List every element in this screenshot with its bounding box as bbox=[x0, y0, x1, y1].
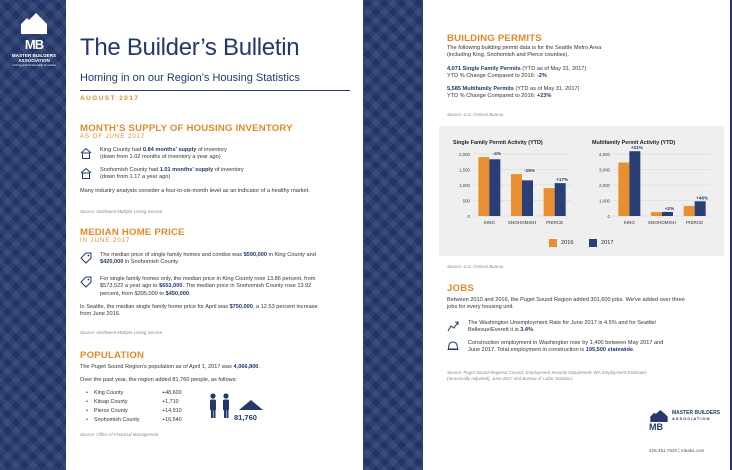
population-total-line: The Puget Sound Region’s population as of April 1, 2017 was 4,066,800. bbox=[80, 364, 260, 370]
supply-snohomish: Snohomish County had 1.01 months’ supply of inventory (down from 1.17 a year ago) bbox=[100, 167, 244, 181]
chart-up-icon bbox=[447, 320, 459, 332]
supply-title: MONTH’S SUPPLY OF HOUSING INVENTORY bbox=[80, 123, 293, 134]
price-tag-icon bbox=[80, 252, 92, 264]
population-list-county: Snohomish County bbox=[94, 417, 140, 423]
logo-name: MASTER BUILDERS bbox=[11, 53, 57, 58]
population-list-bullet: • bbox=[86, 408, 88, 414]
bar-change-label: +17% bbox=[556, 177, 569, 183]
population-list-value: +14,910 bbox=[162, 408, 182, 414]
chart-title-single-family: Single Family Permit Activity (YTD) bbox=[453, 140, 543, 146]
logo-tag: of King and Snohomish Counties bbox=[12, 63, 56, 67]
y-tick-label: 1,000 bbox=[459, 182, 470, 188]
footer-logo bbox=[649, 410, 724, 432]
population-source: Source: Office of Financial Management bbox=[80, 432, 159, 437]
y-tick-label: 2,000 bbox=[599, 182, 610, 188]
jobs-title: JOBS bbox=[447, 283, 474, 294]
house-icon bbox=[80, 147, 92, 159]
logo-mb: MB bbox=[24, 37, 44, 52]
population-list-value: +16,540 bbox=[162, 417, 182, 423]
population-title: POPULATION bbox=[80, 350, 145, 361]
x-category-label: KING bbox=[623, 220, 635, 225]
population-added-line: Over the past year, the region added 81,760 people, as follows: bbox=[80, 377, 238, 383]
page-title: The Builder’s Bulletin bbox=[80, 34, 300, 61]
bar-change-label: +46% bbox=[696, 195, 709, 201]
permits-source: Source: U.S. Census Bureau bbox=[447, 112, 504, 117]
population-list-bullet: • bbox=[86, 417, 88, 423]
median-source: Source: Northwest Multiple Listing Service bbox=[80, 330, 163, 335]
footer-contact: 425.451.7920 | mbaks.com bbox=[649, 448, 705, 453]
bar-2017 bbox=[662, 212, 673, 216]
multifamily-chart bbox=[579, 145, 724, 228]
jobs-p2: The Washington Unemployment Rate for June 2017 is 4.5% and for Seattle/ Bellevue/Everett it is 3.4%. bbox=[468, 320, 657, 334]
y-tick-label: 1,500 bbox=[459, 167, 470, 173]
left-pattern-band bbox=[0, 0, 66, 470]
permit-charts-panel bbox=[439, 126, 724, 256]
y-tick-label: 3,000 bbox=[599, 167, 610, 173]
bar-2016 bbox=[684, 206, 695, 216]
y-tick-label: 0 bbox=[467, 213, 470, 219]
logo-sub: ASSOCIATION bbox=[18, 58, 50, 63]
population-growth-total: 81,760 bbox=[234, 413, 257, 422]
bar-change-label: -15% bbox=[524, 168, 535, 174]
median-p3: In Seattle, the median single family home price for April was $750,000, a 12.53 percent increase from June 2016. bbox=[80, 304, 318, 318]
median-title: MEDIAN HOME PRICE bbox=[80, 227, 185, 238]
charts-source: Source: U.S. Census Bureau bbox=[447, 264, 504, 269]
house-icon bbox=[80, 167, 92, 179]
bar-2017 bbox=[629, 151, 640, 216]
issue-date: AUGUST 2017 bbox=[80, 95, 140, 102]
median-p1: The median price of single family homes and condos was $590,000 in King County and $420,000 in Snohomish County. bbox=[100, 252, 316, 266]
population-list-county: Pierce County bbox=[94, 408, 128, 414]
permits-single-family: 4,071 Single Family Permits (YTD as of May 31, 2017) YTD % Change Compared to 2016: -2% bbox=[447, 66, 587, 80]
permits-intro: The following building permit data is for the Seattle Metro Area (including King, Snohomish and Pierce counties). bbox=[447, 45, 602, 59]
hard-hat-icon bbox=[447, 340, 459, 352]
y-tick-label: 4,000 bbox=[599, 151, 610, 157]
x-category-label: PIERCE bbox=[686, 220, 704, 225]
footer-logo-houses-icon bbox=[649, 410, 669, 422]
left-page bbox=[66, 0, 363, 470]
supply-source: Source: Northwest Multiple Listing Service bbox=[80, 209, 163, 214]
bar-change-label: +21% bbox=[630, 145, 643, 151]
population-list-value: +48,600 bbox=[162, 390, 182, 396]
x-category-label: SNOHOMISH bbox=[507, 220, 537, 225]
page-subtitle: Homing in on our Region’s Housing Statistics bbox=[80, 72, 300, 84]
chart-title-multifamily: Multifamily Permit Activity (YTD) bbox=[592, 140, 676, 146]
bar-change-label: -4% bbox=[492, 151, 501, 157]
median-subtitle: IN JUNE 2017 bbox=[80, 238, 131, 244]
population-list-county: Kitsap County bbox=[94, 399, 128, 405]
jobs-source: Source: Puget Sound Regional Council, Employment Security Department: WA Employment Estimates (Seasonally Adjusted), June 2017 and Bureau of Labor Statistics. bbox=[447, 370, 647, 381]
y-tick-label: 1,000 bbox=[599, 198, 610, 204]
bar-change-label: +2% bbox=[664, 205, 675, 211]
y-tick-label: 2,000 bbox=[459, 151, 470, 157]
population-list-bullet: • bbox=[86, 399, 88, 405]
population-list-county: King County bbox=[94, 390, 124, 396]
supply-note: Many industry analysts consider a four-to-six-month level as an indicator of a healthy market. bbox=[80, 188, 310, 194]
supply-king: King County had 0.84 months’ supply of inventory (down from 1.02 months of inventory a year ago) bbox=[100, 147, 227, 161]
y-tick-label: 500 bbox=[462, 198, 470, 204]
bar-2017 bbox=[522, 180, 533, 216]
x-category-label: PIERCE bbox=[546, 220, 564, 225]
legend-label-2017: 2017 bbox=[601, 240, 614, 246]
jobs-p3: Construction employment in Washington rose by 1,400 between May 2017 and June 2017. Total employment in construction is 195,500 statewide. bbox=[468, 340, 664, 354]
logo-houses-icon bbox=[19, 12, 49, 34]
jobs-p1: Between 2010 and 2016, the Puget Sound Region added 301,600 jobs. We’ve added over three jobs for every housing unit. bbox=[447, 297, 685, 311]
header-rule bbox=[80, 90, 350, 91]
bar-2017 bbox=[555, 183, 566, 216]
bar-2016 bbox=[544, 188, 555, 216]
bar-2016 bbox=[478, 157, 489, 216]
bar-2017 bbox=[695, 201, 706, 216]
population-list-value: +1,710 bbox=[162, 399, 179, 405]
permits-multifamily: 5,585 Multifamily Permits (YTD as of May 31, 2017) YTD % Change Compared to 2016: +23% bbox=[447, 86, 580, 100]
footer-logo-name: MASTER BUILDERS bbox=[672, 410, 721, 416]
people-icon bbox=[206, 392, 234, 420]
bar-2016 bbox=[618, 163, 629, 216]
legend-label-2016: 2016 bbox=[561, 240, 574, 246]
permits-title: BUILDING PERMITS bbox=[447, 33, 542, 44]
right-page bbox=[423, 0, 730, 470]
footer-logo-mb: MB bbox=[649, 422, 663, 432]
bar-2016 bbox=[651, 212, 662, 216]
legend-swatch-2016 bbox=[549, 239, 557, 247]
single-family-chart bbox=[439, 148, 579, 228]
footer-logo-sub: ASSOCIATION bbox=[672, 416, 711, 421]
up-arrow-icon bbox=[238, 399, 264, 411]
population-list-bullet: • bbox=[86, 390, 88, 396]
mba-logo bbox=[4, 12, 64, 67]
price-tag-icon bbox=[80, 276, 92, 288]
center-pattern-band bbox=[363, 0, 423, 470]
x-category-label: KING bbox=[483, 220, 495, 225]
median-p2: For single family homes only, the median price in King County rose 13.86 percent, from $573,522 a year ago to $653,000. The median price in Snohomish County rose 13.92 percent, from $395,000 to $450,000. bbox=[100, 276, 316, 297]
supply-subtitle: AS OF JUNE 2017 bbox=[80, 134, 146, 140]
bar-2017 bbox=[489, 159, 500, 216]
bar-2016 bbox=[511, 174, 522, 216]
legend-swatch-2017 bbox=[589, 239, 597, 247]
y-tick-label: 0 bbox=[607, 213, 610, 219]
x-category-label: SNOHOMISH bbox=[647, 220, 677, 225]
